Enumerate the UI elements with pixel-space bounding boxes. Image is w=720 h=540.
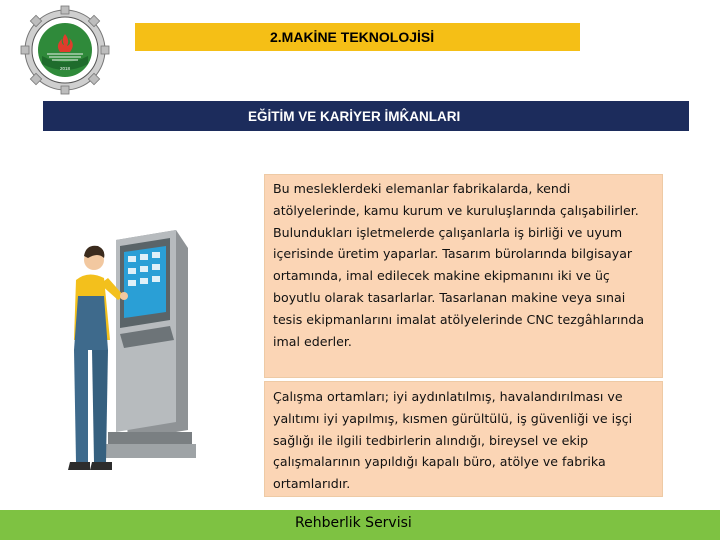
text-box-work-environment (264, 381, 663, 497)
footer-bar (0, 510, 720, 540)
text-box-responsibilities (264, 174, 663, 378)
page-title: 2.MAKİNE TEKNOLOJİSİ (270, 29, 435, 45)
kiosk-user-illustration (58, 200, 248, 490)
title-bar (135, 23, 580, 51)
logo-year: 2018 (59, 66, 71, 71)
section-title: EĞİTİM VE KARİYER İMK̂ANLARI (248, 108, 461, 124)
subtitle-bar (43, 101, 689, 131)
kiosk-illustration (104, 230, 196, 458)
footer-label: Rehberlik Servisi (295, 515, 412, 531)
paragraph-work-environment: Çalışma ortamları; iyi aydınlatılmış, havalandırılması ve yalıtımı iyi yapılmış, kısmen gürültülü, iş güvenliği ve işçi sağlığı ile ilgili tedbirlerin alındığı, bireysel ve ekip çalışmalarının yapıldığı kapalı büro, atölye ve fabrika ortamlarıdır. (273, 389, 633, 492)
school-logo (6, 4, 124, 96)
paragraph-responsibilities: Bu mesleklerdeki elemanlar fabrikalarda, kendi atölyelerinde, kamu kurum ve kuruluşlarında çalışabilirler. Bulundukları işletmelerde çalışanlarla iş birliği ve uyum içerisinde üretim yaparlar. Tasarım bürolarında bilgisayar ortamında, imal edilecek makine ekipmanını iki ve üç boyutlu olarak tasarlarlar. Tasarlanan makine veya sınai tesis ekipmanlarını imalat atölyelerinde CNC tezgâhlarında imal ederler. (273, 181, 645, 349)
